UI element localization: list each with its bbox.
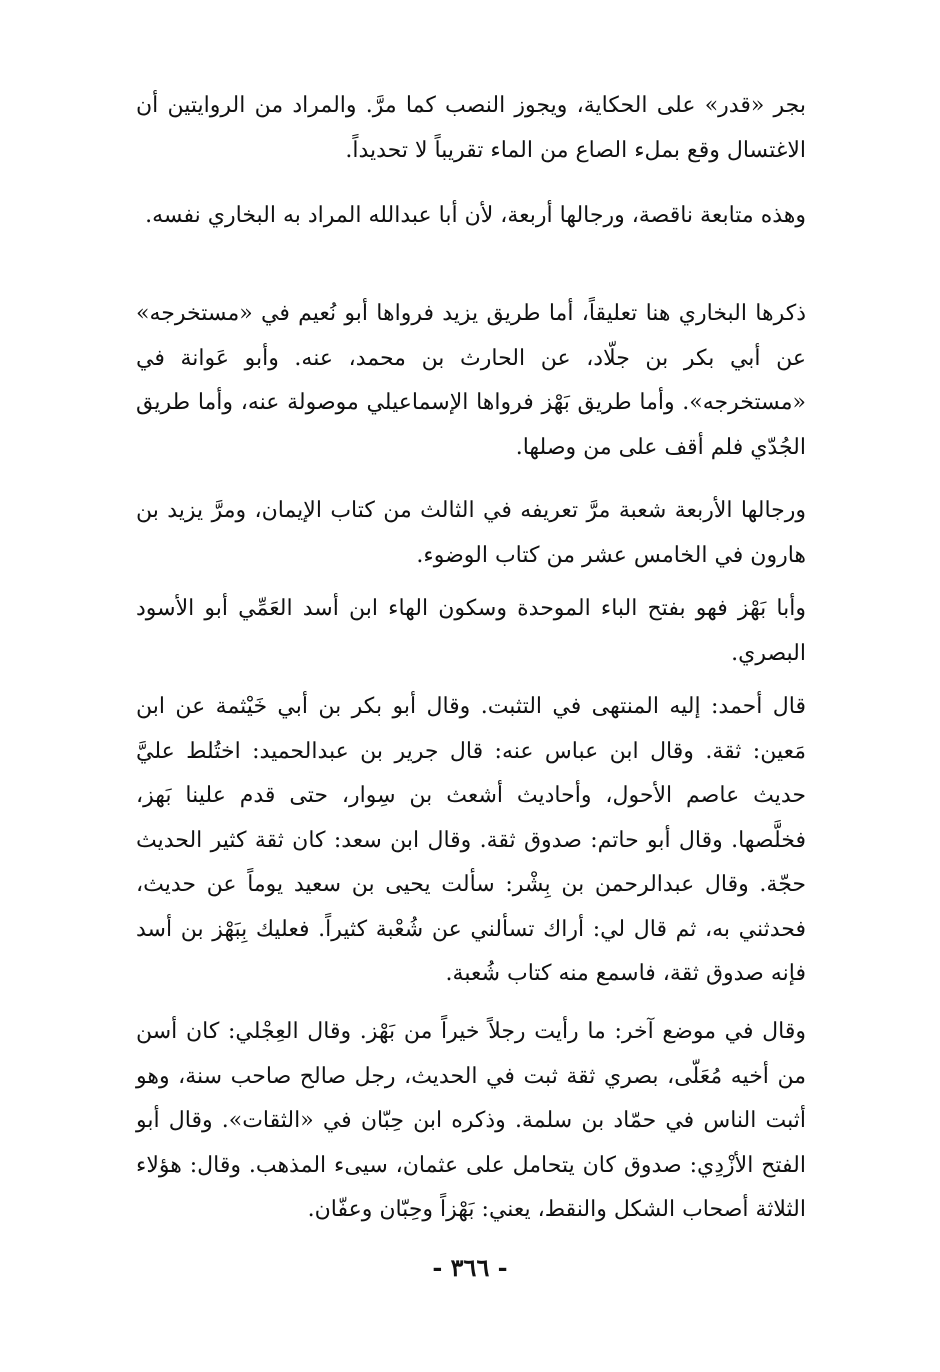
paragraph-5: وأبا بَهْز فهو بفتح الباء الموحدة وسكون الهاء ابن أسد العَمِّي أبو الأسود البصري. [136,596,806,666]
paragraph-3: ذكرها البخاري هنا تعليقاً، أما طريق يزيد فرواها أبو نُعيم في «مستخرجه» عن أبي بكر بن جلّاد، عن الحارث بن محمد، عنه. وأبو عَوانة في «مستخرجه». وأما طريق بَهْز فرواها الإسماعيلي موصولة عنه، وأما طريق الجُدّي فلم أقف على من وصلها. [136,301,806,460]
paragraph-1: بجر «قدر» على الحكاية، ويجوز النصب كما مرَّ. والمراد من الروايتين أن الاغتسال وقع بملء الصاع من الماء تقريباً لا تحديداً. [136,93,806,163]
paragraph-7: وقال في موضع آخر: ما رأيت رجلاً خيراً من بَهْز. وقال العِجْلي: كان أسن من أخيه مُعَلّى، بصري ثقة ثبت في الحديث، رجل صالح صاحب سنة، وهو أثبت الناس في حمّاد بن سلمة. وذكره ابن حِبّان في «الثقات». وقال أبو الفتح الأزْدِي: صدوق كان يتحامل على عثمان، سيىء المذهب. وقال: هؤلاء الثلاثة أصحاب الشكل والنقط، يعني: بَهْزاً وحِبّان وعفّان. [136,1019,806,1222]
paragraph-2: وهذه متابعة ناقصة، ورجالها أربعة، لأن أبا عبدالله المراد به البخاري نفسه. [145,203,806,228]
paragraph-6: قال أحمد: إليه المنتهى في التثبت. وقال أبو بكر بن أبي خَيْثمة عن ابن مَعين: ثقة. وقال ابن عباس عنه: قال جرير بن عبدالحميد: اختُلط عليَّ حديث عاصم الأحول، وأحاديث أشعث بن سِوار، حتى قدم علينا بَهز، فخلَّصها. وقال أبو حاتم: صدوق ثقة. وقال ابن سعد: كان ثقة كثير الحديث حجّة. وقال عبدالرحمن بن بِشْر: سألت يحيى بن سعيد يوماً عن حديث، فحدثني به، ثم قال لي: أراك تسألني عن شُعْبة كثيراً. فعليك بِبَهْز بن أسد فإنه صدوق ثقة، فاسمع منه كتاب شُعبة. [136,694,806,986]
paragraph-4: ورجالها الأربعة شعبة مرَّ تعريفه في الثالث من كتاب الإيمان، ومرَّ يزيد بن هارون في الخامس عشر من كتاب الوضوء. [136,498,806,568]
page-number: - ٣٦٦ - [432,1253,508,1282]
